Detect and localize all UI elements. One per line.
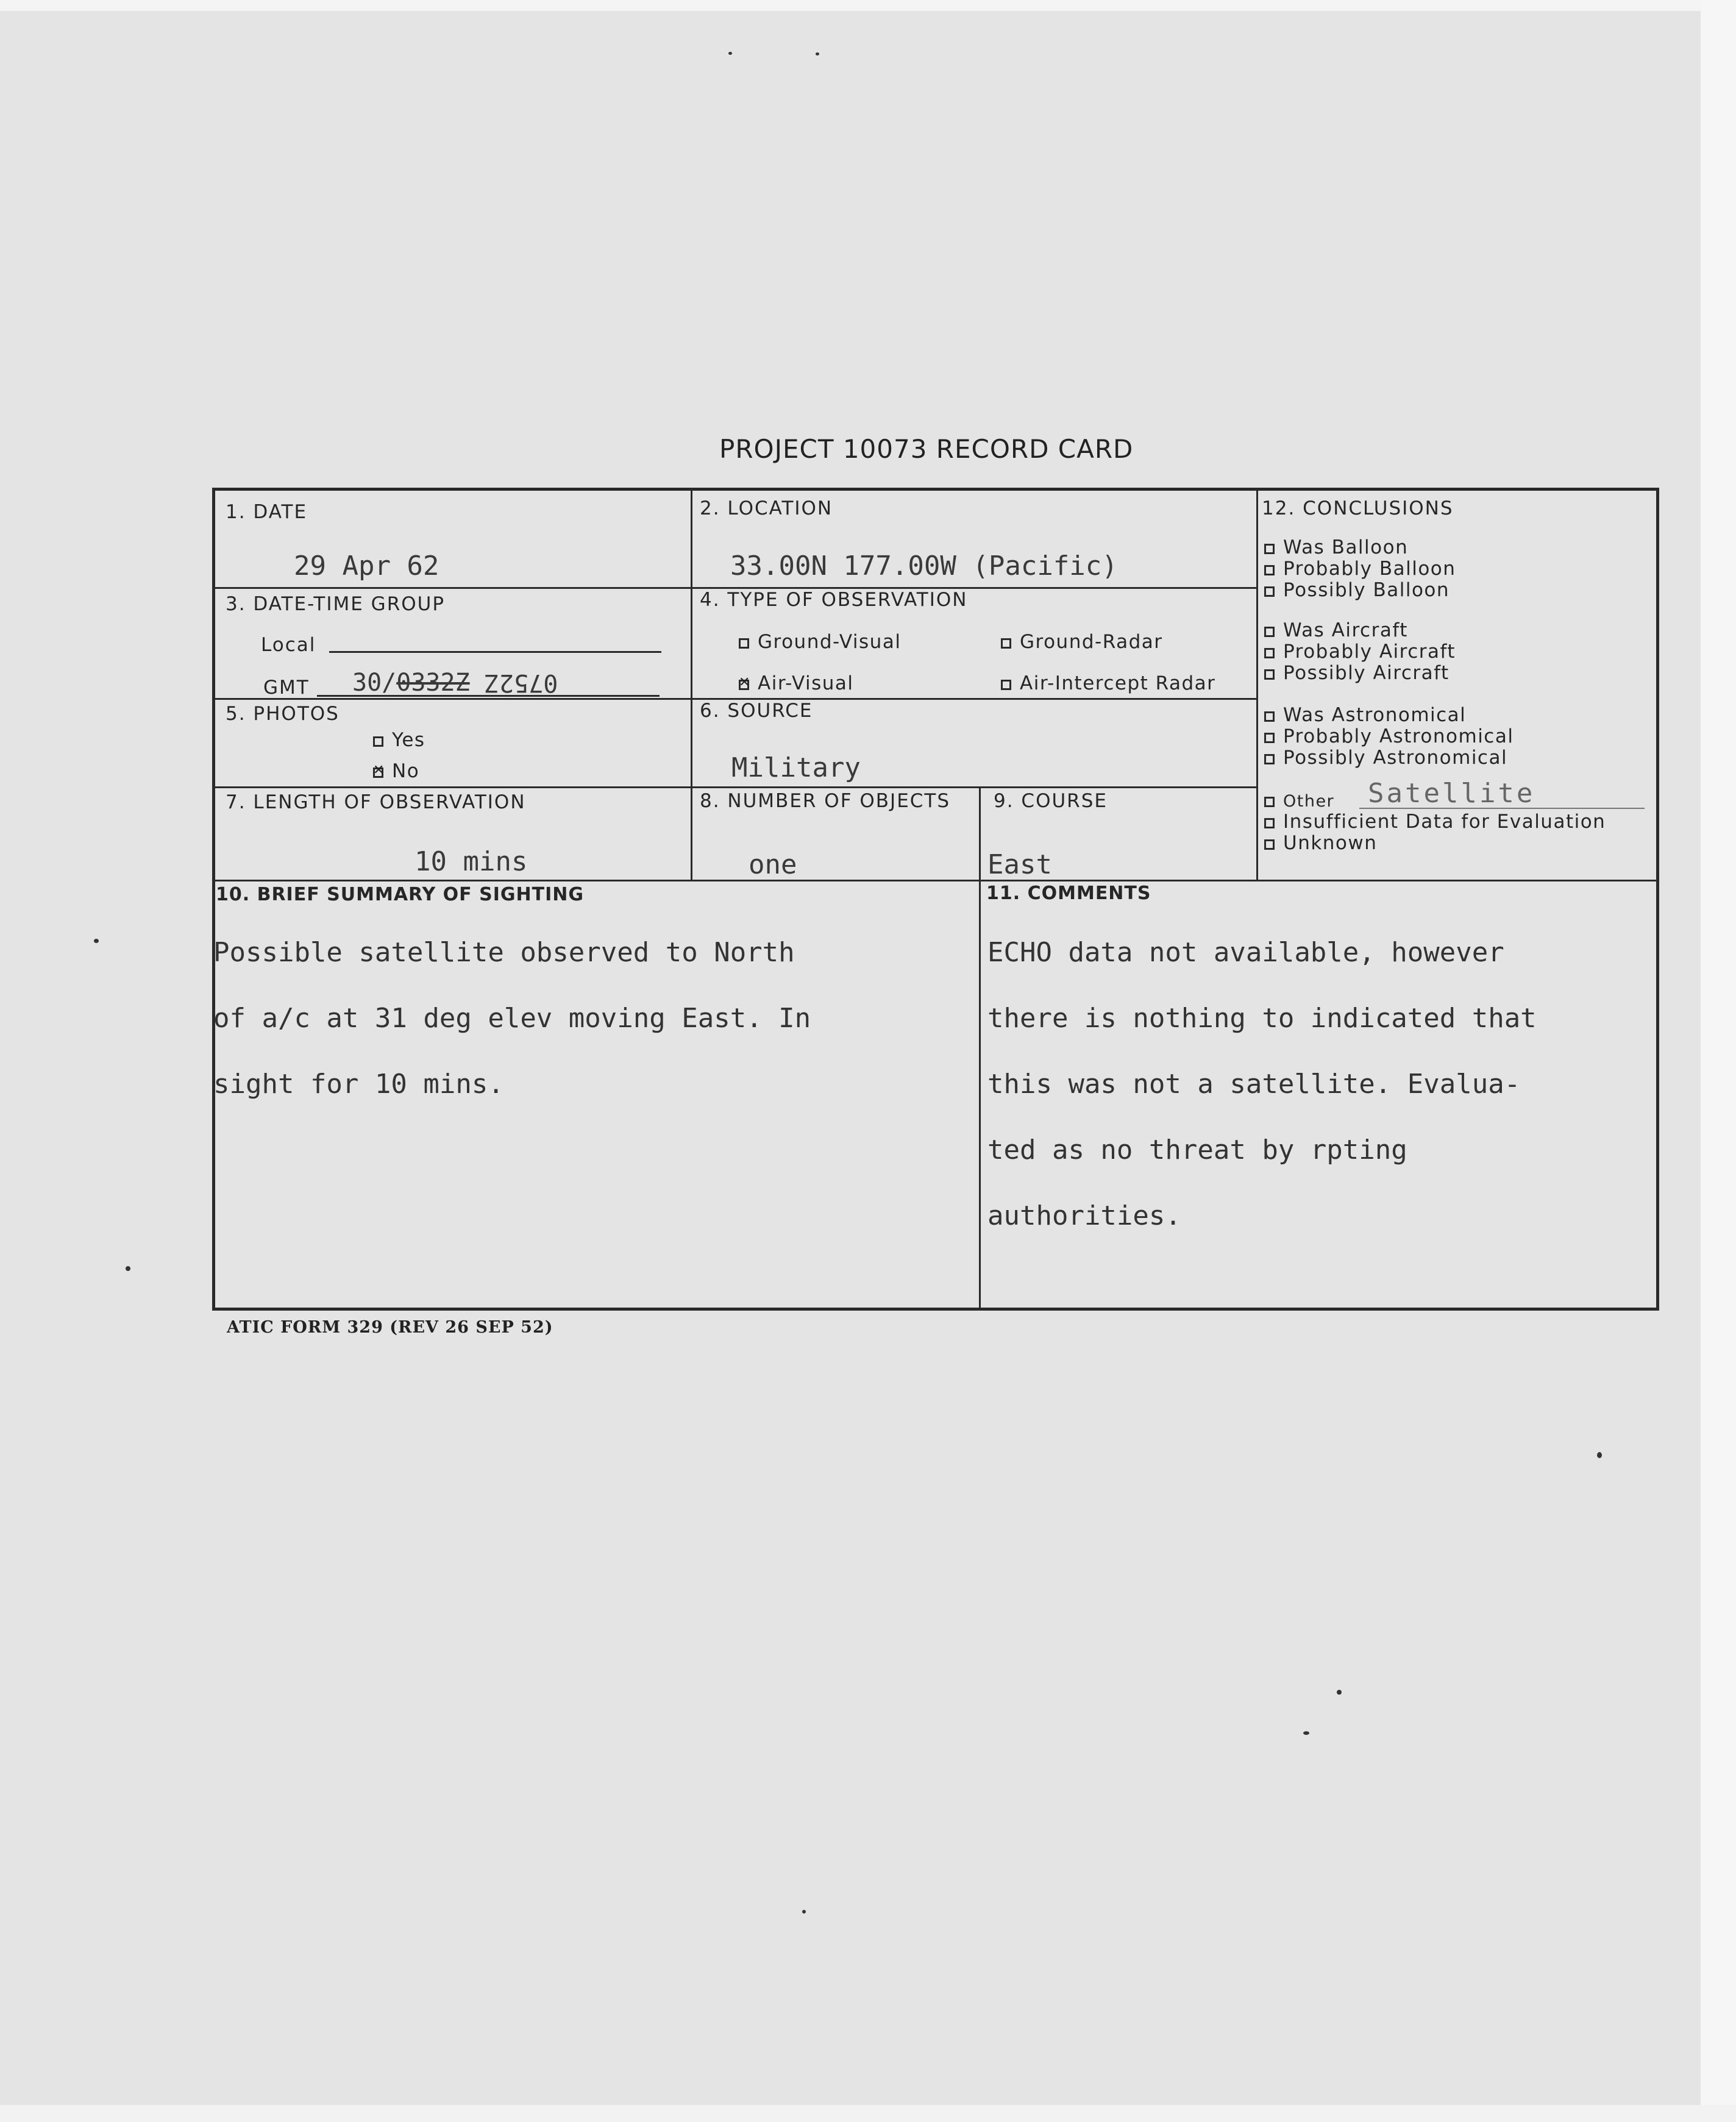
checkbox (373, 736, 383, 747)
option-air-visual (739, 672, 854, 694)
local-label: Local (261, 634, 316, 656)
checkbox (1264, 797, 1275, 807)
brief-summary-label: 10. BRIEF SUMMARY OF SIGHTING (216, 884, 584, 905)
conclusion-label: Insufficient Data for Evaluation (1283, 811, 1606, 833)
location-label: 2. LOCATION (700, 497, 833, 519)
option-label: Ground-Radar (1020, 631, 1163, 653)
dust-speck (94, 939, 99, 943)
form-number: ATIC FORM 329 (REV 26 SEP 52) (227, 1318, 553, 1337)
checkbox (1264, 669, 1275, 680)
type-of-observation-label: 4. TYPE OF OBSERVATION (700, 589, 968, 611)
conclusion-probably-astronomical (1264, 725, 1514, 747)
conclusion-label: Was Aircraft (1283, 619, 1408, 641)
divider (979, 881, 981, 1308)
comments-text (987, 903, 1537, 1266)
date-value: 29 Apr 62 (294, 550, 439, 582)
checkbox (1264, 711, 1275, 722)
checkbox (1264, 818, 1275, 828)
conclusion-probably-aircraft (1264, 641, 1456, 663)
conclusion-possibly-astronomical (1264, 747, 1507, 769)
conclusion-label: Unknown (1283, 832, 1378, 854)
option-label: Yes (392, 729, 425, 751)
conclusion-label: Possibly Balloon (1283, 579, 1450, 601)
checkbox-checked (373, 767, 383, 778)
dust-speck (1303, 1731, 1309, 1735)
number-of-objects-value: one (749, 849, 797, 880)
page-edge (0, 2105, 1736, 2122)
gmt-struck-time: 0332Z (396, 669, 470, 697)
conclusion-label: Probably Balloon (1283, 558, 1456, 580)
dust-speck (816, 52, 819, 55)
local-line (329, 651, 661, 653)
other-label: Other (1283, 792, 1335, 811)
checkbox (1001, 680, 1011, 690)
checkbox (739, 638, 749, 649)
other-value: Satellite (1368, 778, 1535, 809)
conclusion-possibly-balloon (1264, 579, 1450, 601)
option-ground-radar (1001, 631, 1163, 653)
comment-line: this was not a satellite. Evalua- (987, 1069, 1521, 1100)
brief-summary-text (213, 903, 811, 1134)
conclusion-label: Probably Aircraft (1283, 641, 1456, 663)
length-of-observation-value: 10 mins (414, 846, 528, 877)
length-of-observation-label: 7. LENGTH OF OBSERVATION (226, 791, 526, 813)
checkbox (1264, 627, 1275, 637)
checkbox (1001, 638, 1011, 649)
page-edge (0, 0, 1736, 11)
conclusion-was-astronomical (1264, 704, 1466, 726)
option-photos-yes (373, 729, 425, 751)
conclusion-insufficient-data (1264, 811, 1606, 833)
option-air-intercept-radar (1001, 672, 1215, 694)
dust-speck (1597, 1452, 1602, 1458)
checkbox (1264, 733, 1275, 743)
checkbox (1264, 754, 1275, 764)
dust-speck (126, 1266, 130, 1271)
dust-speck (1337, 1690, 1342, 1695)
checkbox (1264, 586, 1275, 597)
gmt-day: 30/ (352, 669, 397, 697)
dust-speck (802, 1910, 806, 1914)
divider (691, 491, 692, 881)
summary-line: sight for 10 mins. (213, 1069, 504, 1100)
number-of-objects-label: 8. NUMBER OF OBJECTS (700, 790, 951, 812)
dust-speck (728, 52, 732, 55)
conclusion-label: Possibly Aircraft (1283, 662, 1450, 684)
conclusion-label: Probably Astronomical (1283, 725, 1514, 747)
location-value: 33.00N 177.00W (Pacific) (730, 550, 1118, 582)
divider (215, 786, 1258, 788)
conclusions-label: 12. CONCLUSIONS (1262, 497, 1454, 519)
course-value: East (987, 849, 1052, 880)
gmt-value (352, 669, 558, 697)
checkbox (1264, 839, 1275, 850)
summary-line: Possible satellite observed to North (213, 937, 795, 968)
comment-line: authorities. (987, 1200, 1181, 1231)
source-value: Military (731, 752, 861, 783)
conclusion-was-aircraft (1264, 619, 1408, 641)
checkbox-checked (739, 680, 749, 690)
date-label: 1. DATE (226, 501, 308, 523)
conclusion-was-balloon (1264, 536, 1408, 558)
course-label: 9. COURSE (994, 790, 1108, 812)
comment-line: ECHO data not available, however (987, 937, 1504, 968)
divider (979, 786, 981, 881)
option-label: Air-Visual (758, 672, 854, 694)
divider (1256, 491, 1258, 881)
conclusion-probably-balloon (1264, 558, 1456, 580)
option-photos-no (373, 760, 419, 782)
conclusion-label: Possibly Astronomical (1283, 747, 1508, 769)
option-label: Air-Intercept Radar (1020, 672, 1216, 694)
comment-line: there is nothing to indicated that (987, 1003, 1537, 1034)
checkbox (1264, 565, 1275, 575)
card-title: PROJECT 10073 RECORD CARD (719, 434, 1134, 464)
comments-label: 11. COMMENTS (986, 883, 1151, 904)
option-ground-visual (739, 631, 901, 653)
option-label: No (392, 760, 420, 782)
conclusion-possibly-aircraft (1264, 662, 1450, 684)
conclusion-other (1264, 789, 1334, 811)
photos-label: 5. PHOTOS (226, 703, 340, 725)
gmt-corrected-time: 0752Z (484, 669, 558, 697)
gmt-label: GMT (263, 677, 310, 699)
option-label: Ground-Visual (758, 631, 902, 653)
summary-line: of a/c at 31 deg elev moving East. In (213, 1003, 811, 1034)
conclusion-label: Was Astronomical (1283, 704, 1467, 726)
conclusion-unknown (1264, 832, 1377, 854)
checkbox (1264, 544, 1275, 554)
checkbox (1264, 648, 1275, 658)
comment-line: ted as no threat by rpting (987, 1134, 1407, 1166)
source-label: 6. SOURCE (700, 700, 813, 722)
page-edge (1701, 0, 1736, 2122)
divider (215, 880, 1657, 881)
date-time-group-label: 3. DATE-TIME GROUP (226, 593, 446, 615)
conclusion-label: Was Balloon (1283, 536, 1409, 558)
